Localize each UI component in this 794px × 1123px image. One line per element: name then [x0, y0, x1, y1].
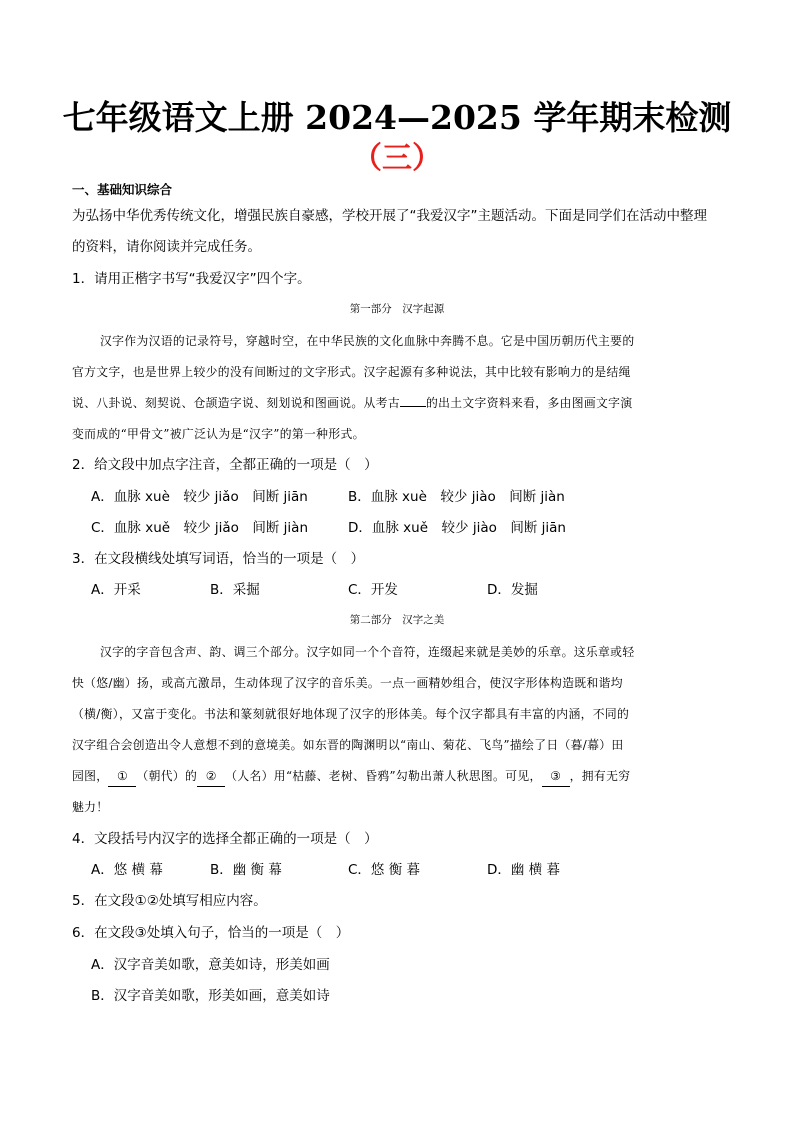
blank-1: ① — [108, 766, 136, 787]
part-1-title: 第一部分 汉字起源 — [349, 303, 445, 315]
part-2-text: （朝代）的 — [136, 769, 198, 783]
q6-option-b[interactable]: B．汉字音美如歌，形美如画，意美如诗 — [91, 988, 330, 1004]
part-1-text: 说、八卦说、刻契说、仓颉造字说、刻划说和图画说。从考古 — [72, 396, 400, 410]
q2-option-d[interactable]: D．血脉 xuě 较少 jiào 间断 jiān — [348, 520, 566, 536]
part-2-paragraph-line-1: 汉字的字音包含声、韵、调三个部分。汉字如同一个个音符，连缀起来就是美妙的乐章。这乐章或轻 — [100, 645, 635, 659]
part-1-text-cont: 的出土文字资料来看，多由图画文字演 — [425, 396, 633, 410]
q3-option-d[interactable]: D．发掘 — [487, 582, 538, 598]
q2-option-a[interactable]: A．血脉 xuè 较少 jiǎo 间断 jiān — [91, 489, 308, 505]
q6-option-a[interactable]: A．汉字音美如歌，意美如诗，形美如画 — [91, 957, 330, 973]
intro-line-2: 的资料，请你阅读并完成任务。 — [72, 239, 261, 255]
part-2-paragraph-line-4: 汉字组合会创造出令人意想不到的意境美。如东晋的陶渊明以“南山、菊花、飞鸟”描绘了日（暮/幕）田 — [72, 738, 624, 752]
page-title: 七年级语文上册 2024—2025 学年期末检测 — [62, 98, 732, 137]
part-1-paragraph-line-4: 变而成的“甲骨文”被广泛认为是“汉字”的第一种形式。 — [72, 427, 365, 441]
part-2-text: （人名）用“枯藤、老树、昏鸦”勾勒出萧人秋思图。可见， — [225, 769, 542, 783]
part-2-paragraph-line-5 — [72, 766, 630, 787]
question-2: 2．给文段中加点字注音，全都正确的一项是（ ） — [72, 457, 378, 473]
intro-line-1: 为弘扬中华优秀传统文化，增强民族自豪感，学校开展了“我爱汉字”主题活动。下面是同学们在活动中整理 — [72, 208, 707, 224]
page-subtitle: （三） — [352, 141, 442, 176]
question-6: 6．在文段③处填入句子，恰当的一项是（ ） — [72, 925, 350, 941]
question-3: 3．在文段横线处填写词语，恰当的一项是（ ） — [72, 551, 365, 567]
part-2-title: 第二部分 汉字之美 — [349, 614, 445, 626]
question-4: 4．文段括号内汉字的选择全都正确的一项是（ ） — [72, 831, 378, 847]
part-2-paragraph-line-3: （横/衡），又富于变化。书法和篆刻就很好地体现了汉字的形体美。每个汉字都具有丰富的内涵，不同的 — [72, 707, 630, 721]
question-1: 1．请用正楷字书写“我爱汉字”四个字。 — [72, 271, 311, 287]
blank-2: ② — [197, 766, 225, 787]
q3-option-b[interactable]: B．采掘 — [210, 582, 260, 598]
part-1-paragraph-line-3 — [72, 393, 632, 413]
q3-option-a[interactable]: A．开采 — [91, 582, 141, 598]
question-5: 5．在文段①②处填写相应内容。 — [72, 893, 267, 909]
part-2-paragraph-line-2: 快（悠/幽）扬，或高亢激昂，生动体现了汉字的音乐美。一点一画精妙组合，使汉字形体构造既和谐均 — [72, 676, 623, 690]
answer-blank — [400, 394, 426, 407]
blank-3: ③ — [542, 766, 570, 787]
q4-option-b[interactable]: B．幽 衡 幕 — [210, 862, 282, 878]
section-heading: 一、基础知识综合 — [72, 182, 173, 197]
part-1-paragraph-line-2: 官方文字，也是世界上较少的没有间断过的文字形式。汉字起源有多种说法，其中比较有影响力的是结绳 — [72, 365, 631, 379]
q3-option-c[interactable]: C．开发 — [348, 582, 398, 598]
q4-option-d[interactable]: D．幽 横 暮 — [487, 862, 560, 878]
q4-option-a[interactable]: A．悠 横 幕 — [91, 862, 163, 878]
part-2-text: 园图， — [72, 769, 109, 783]
part-2-paragraph-line-6: 魅力！ — [72, 800, 109, 814]
q2-option-b[interactable]: B．血脉 xuè 较少 jiào 间断 jiàn — [348, 489, 565, 505]
q2-option-c[interactable]: C．血脉 xuě 较少 jiǎo 间断 jiàn — [91, 520, 309, 536]
part-1-paragraph-line-1: 汉字作为汉语的记录符号，穿越时空，在中华民族的文化血脉中奔腾不息。它是中国历朝历代主要的 — [100, 334, 635, 348]
part-2-text: ，拥有无穷 — [569, 769, 631, 783]
q4-option-c[interactable]: C．悠 衡 暮 — [348, 862, 421, 878]
